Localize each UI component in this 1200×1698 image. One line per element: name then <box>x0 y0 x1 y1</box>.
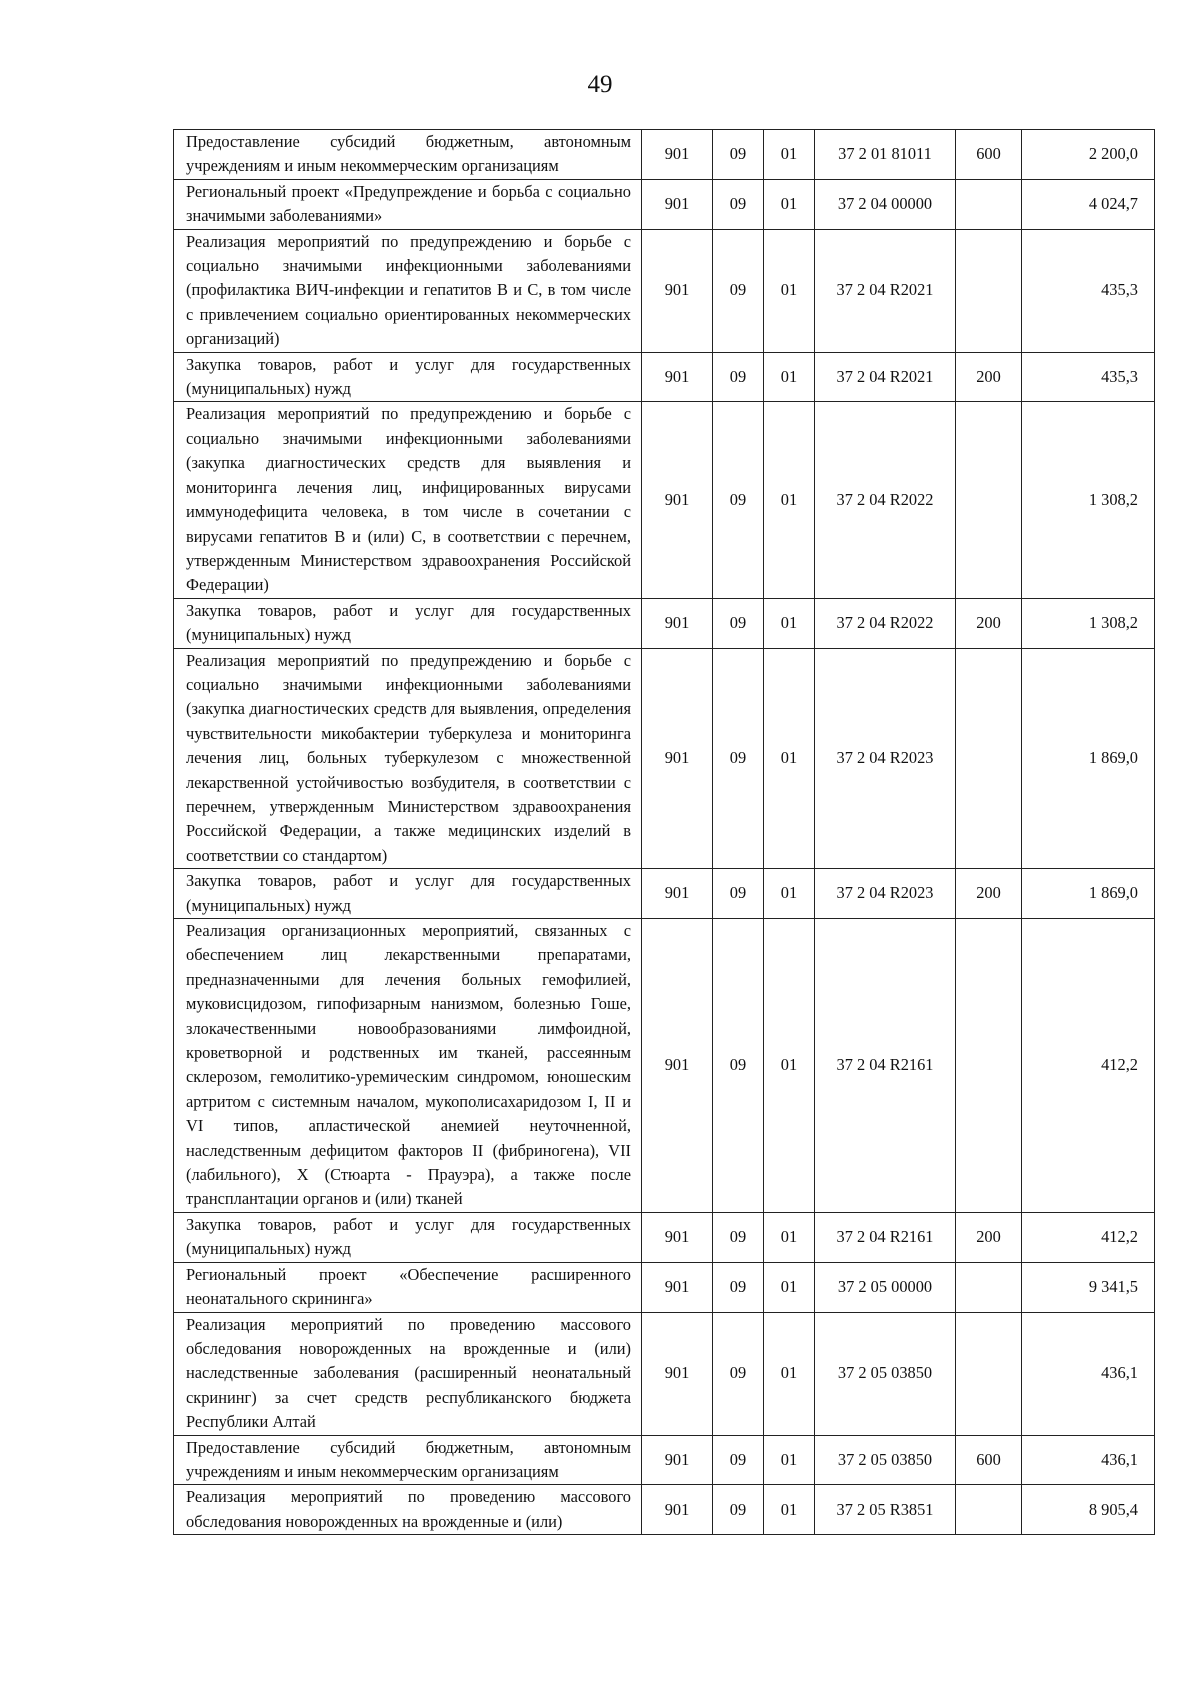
row-description: Закупка товаров, работ и услуг для государственных (муниципальных) нужд <box>174 869 642 919</box>
row-admin-code: 901 <box>642 179 713 229</box>
row-amount: 436,1 <box>1022 1312 1155 1435</box>
row-target-code: 37 2 05 03850 <box>815 1312 956 1435</box>
row-amount: 412,2 <box>1022 919 1155 1213</box>
row-section-code: 09 <box>713 352 764 402</box>
row-amount: 436,1 <box>1022 1435 1155 1485</box>
row-subsection-code: 01 <box>764 1312 815 1435</box>
row-description: Реализация мероприятий по предупреждению и борьбе с социально значимыми инфекционными заболеваниями (закупка диагностических средств для выявления, определения чувствительности микобактерии туберкулеза и мониторинга лечения лиц, больных туберкулезом с множественной лекарственной устойчивостью возбудителя, в соответствии с перечнем, утвержденным Министерством здравоохранения Российской Федерации, а также медицинских изделий в соответствии со стандартом) <box>174 648 642 869</box>
table-row <box>174 1485 1155 1535</box>
row-target-code: 37 2 04 00000 <box>815 179 956 229</box>
row-target-code: 37 2 01 81011 <box>815 130 956 180</box>
row-amount: 4 024,7 <box>1022 179 1155 229</box>
row-description: Предоставление субсидий бюджетным, автономным учреждениям и иным некоммерческим организациям <box>174 1435 642 1485</box>
table-row <box>174 598 1155 648</box>
row-expense-type: 200 <box>956 352 1022 402</box>
row-admin-code: 901 <box>642 598 713 648</box>
row-expense-type <box>956 229 1022 352</box>
row-target-code: 37 2 04 R2022 <box>815 402 956 598</box>
row-admin-code: 901 <box>642 352 713 402</box>
table-row <box>174 919 1155 1213</box>
row-description: Реализация организационных мероприятий, связанных с обеспечением лиц лекарственными препаратами, предназначенными для лечения больных гемофилией, муковисцидозом, гипофизарным нанизмом, болезнью Гоше, злокачественными новообразованиями лимфоидной, кроветворной и родственных им тканей, рассеянным склерозом, гемолитико-уремическим синдромом, юношеским артритом с системным началом, мукополисахаридозом I, II и VI типов, апластической анемией неуточненной, наследственным дефицитом факторов II (фибриногена), VII (лабильного), X (Стюарта - Прауэра), а также после трансплантации органов и (или) тканей <box>174 919 642 1213</box>
row-subsection-code: 01 <box>764 229 815 352</box>
row-admin-code: 901 <box>642 130 713 180</box>
row-amount: 1 869,0 <box>1022 648 1155 869</box>
row-admin-code: 901 <box>642 402 713 598</box>
row-description: Закупка товаров, работ и услуг для государственных (муниципальных) нужд <box>174 352 642 402</box>
row-amount: 1 308,2 <box>1022 598 1155 648</box>
row-target-code: 37 2 05 03850 <box>815 1435 956 1485</box>
row-section-code: 09 <box>713 598 764 648</box>
row-admin-code: 901 <box>642 1262 713 1312</box>
row-expense-type: 200 <box>956 598 1022 648</box>
row-description: Реализация мероприятий по проведению массового обследования новорожденных на врожденные и (или) <box>174 1485 642 1535</box>
page-number: 49 <box>587 71 613 98</box>
row-expense-type: 600 <box>956 130 1022 180</box>
row-section-code: 09 <box>713 1262 764 1312</box>
row-target-code: 37 2 04 R2161 <box>815 1212 956 1262</box>
table-row <box>174 648 1155 869</box>
row-subsection-code: 01 <box>764 869 815 919</box>
row-subsection-code: 01 <box>764 1212 815 1262</box>
row-expense-type <box>956 919 1022 1213</box>
row-expense-type: 600 <box>956 1435 1022 1485</box>
row-description: Предоставление субсидий бюджетным, автономным учреждениям и иным некоммерческим организациям <box>174 130 642 180</box>
row-expense-type: 200 <box>956 869 1022 919</box>
row-subsection-code: 01 <box>764 352 815 402</box>
row-amount: 435,3 <box>1022 229 1155 352</box>
row-target-code: 37 2 04 R2022 <box>815 598 956 648</box>
row-description: Реализация мероприятий по предупреждению и борьбе с социально значимыми инфекционными заболеваниями (закупка диагностических средств для выявления и мониторинга лечения лиц, инфицированных вирусами иммунодефицита человека, в том числе в сочетании с вирусами гепатитов B и (или) C, в соответствии с перечнем, утвержденным Министерством здравоохранения Российской Федерации) <box>174 402 642 598</box>
table-row <box>174 229 1155 352</box>
row-target-code: 37 2 04 R2021 <box>815 352 956 402</box>
row-amount: 1 869,0 <box>1022 869 1155 919</box>
budget-table <box>173 129 1155 1535</box>
table-row <box>174 1212 1155 1262</box>
row-section-code: 09 <box>713 402 764 598</box>
row-expense-type <box>956 648 1022 869</box>
row-section-code: 09 <box>713 1485 764 1535</box>
row-amount: 9 341,5 <box>1022 1262 1155 1312</box>
row-amount: 1 308,2 <box>1022 402 1155 598</box>
row-subsection-code: 01 <box>764 130 815 180</box>
row-subsection-code: 01 <box>764 1435 815 1485</box>
row-section-code: 09 <box>713 179 764 229</box>
row-amount: 412,2 <box>1022 1212 1155 1262</box>
row-admin-code: 901 <box>642 229 713 352</box>
row-amount: 2 200,0 <box>1022 130 1155 180</box>
row-amount: 435,3 <box>1022 352 1155 402</box>
row-subsection-code: 01 <box>764 598 815 648</box>
row-admin-code: 901 <box>642 869 713 919</box>
row-admin-code: 901 <box>642 1435 713 1485</box>
row-target-code: 37 2 04 R2023 <box>815 648 956 869</box>
row-admin-code: 901 <box>642 1312 713 1435</box>
row-subsection-code: 01 <box>764 1485 815 1535</box>
row-section-code: 09 <box>713 919 764 1213</box>
row-expense-type <box>956 402 1022 598</box>
row-expense-type <box>956 1312 1022 1435</box>
row-expense-type: 200 <box>956 1212 1022 1262</box>
row-admin-code: 901 <box>642 648 713 869</box>
row-description: Реализация мероприятий по предупреждению и борьбе с социально значимыми инфекционными заболеваниями (профилактика ВИЧ-инфекции и гепатитов B и C, в том числе с привлечением социально ориентированных некоммерческих организаций) <box>174 229 642 352</box>
row-description: Закупка товаров, работ и услуг для государственных (муниципальных) нужд <box>174 1212 642 1262</box>
row-admin-code: 901 <box>642 1485 713 1535</box>
row-target-code: 37 2 04 R2161 <box>815 919 956 1213</box>
row-section-code: 09 <box>713 1312 764 1435</box>
row-section-code: 09 <box>713 648 764 869</box>
row-description: Закупка товаров, работ и услуг для государственных (муниципальных) нужд <box>174 598 642 648</box>
row-section-code: 09 <box>713 130 764 180</box>
row-description: Региональный проект «Предупреждение и борьба с социально значимыми заболеваниями» <box>174 179 642 229</box>
row-target-code: 37 2 05 00000 <box>815 1262 956 1312</box>
table-row <box>174 352 1155 402</box>
row-admin-code: 901 <box>642 919 713 1213</box>
row-expense-type <box>956 1262 1022 1312</box>
row-amount: 8 905,4 <box>1022 1485 1155 1535</box>
row-target-code: 37 2 04 R2021 <box>815 229 956 352</box>
row-subsection-code: 01 <box>764 648 815 869</box>
row-expense-type <box>956 1485 1022 1535</box>
table-row <box>174 1262 1155 1312</box>
row-section-code: 09 <box>713 1435 764 1485</box>
row-target-code: 37 2 05 R3851 <box>815 1485 956 1535</box>
row-expense-type <box>956 179 1022 229</box>
row-description: Реализация мероприятий по проведению массового обследования новорожденных на врожденные и (или) наследственные заболевания (расширенный неонатальный скрининг) за счет средств республиканского бюджета Республики Алтай <box>174 1312 642 1435</box>
table-row <box>174 1312 1155 1435</box>
table-row <box>174 179 1155 229</box>
row-subsection-code: 01 <box>764 919 815 1213</box>
row-description: Региональный проект «Обеспечение расширенного неонатального скрининга» <box>174 1262 642 1312</box>
row-section-code: 09 <box>713 1212 764 1262</box>
row-section-code: 09 <box>713 869 764 919</box>
row-subsection-code: 01 <box>764 402 815 598</box>
row-subsection-code: 01 <box>764 179 815 229</box>
table-row <box>174 1435 1155 1485</box>
budget-table-body <box>174 130 1155 1535</box>
row-admin-code: 901 <box>642 1212 713 1262</box>
row-section-code: 09 <box>713 229 764 352</box>
table-row <box>174 869 1155 919</box>
row-subsection-code: 01 <box>764 1262 815 1312</box>
table-row <box>174 130 1155 180</box>
row-target-code: 37 2 04 R2023 <box>815 869 956 919</box>
table-row <box>174 402 1155 598</box>
